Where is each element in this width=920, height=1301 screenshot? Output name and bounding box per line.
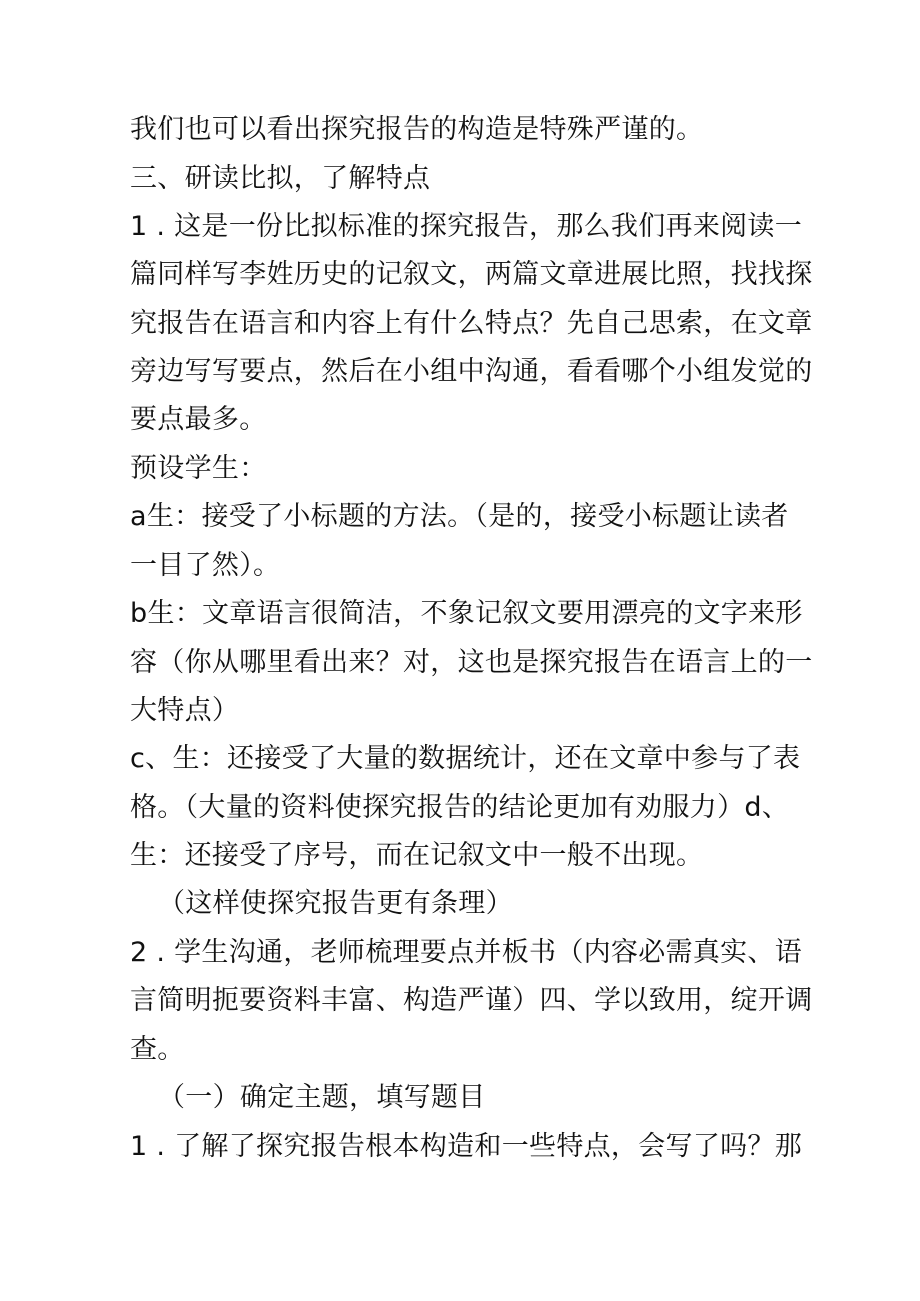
text-line: 究报告在语言和内容上有什么特点？先自己思索，在文章 [130,308,813,339]
text-line: b生：文章语言很简洁，不象记叙文要用漂亮的文字来形 [130,598,803,629]
text-line: 2 . 学生沟通，老师梳理要点并板书（内容必需真实、语 [130,937,803,968]
text-line: 言简明扼要资料丰富、构造严谨）四、学以致用，绽开调 [130,985,813,1016]
text-line: 生：还接受了序号，而在记叙文中一般不出现。 [130,840,704,871]
text-line: 一目了然）。 [130,550,281,581]
text-line: 旁边写写要点，然后在小组中沟通，看看哪个小组发觉的 [130,356,813,387]
text-line: 要点最多。 [130,404,267,435]
subsection-heading: （一）确定主题，填写题目 [158,1082,486,1113]
section-heading: 三、研读比拟，了解特点 [130,163,431,194]
text-line: a生：接受了小标题的方法。（是的，接受小标题让读者 [130,501,789,532]
text-line: 篇同样写李姓历史的记叙文，两篇文章进展比照，找找探 [130,259,813,290]
text-line: 容（你从哪里看出来？对，这也是探究报告在语言上的一 [130,647,813,678]
text-line: 大特点） [130,695,240,726]
text-line: 我们也可以看出探究报告的构造是特殊严谨的。 [130,114,704,145]
text-line: 格。（大量的资料使探究报告的结论更加有劝服力）d、 [130,792,790,823]
text-line: 查。 [130,1034,185,1065]
text-line: 预设学生： [130,453,267,484]
text-line: 1 . 这是一份比拟标准的探究报告，那么我们再来阅读一 [130,211,803,242]
text-line: c、生：还接受了大量的数据统计，还在文章中参与了表 [130,743,801,774]
text-line: 1 . 了解了探究报告根本构造和一些特点，会写了吗？那 [130,1131,803,1162]
text-line: （这样使探究报告更有条理） [158,888,513,919]
